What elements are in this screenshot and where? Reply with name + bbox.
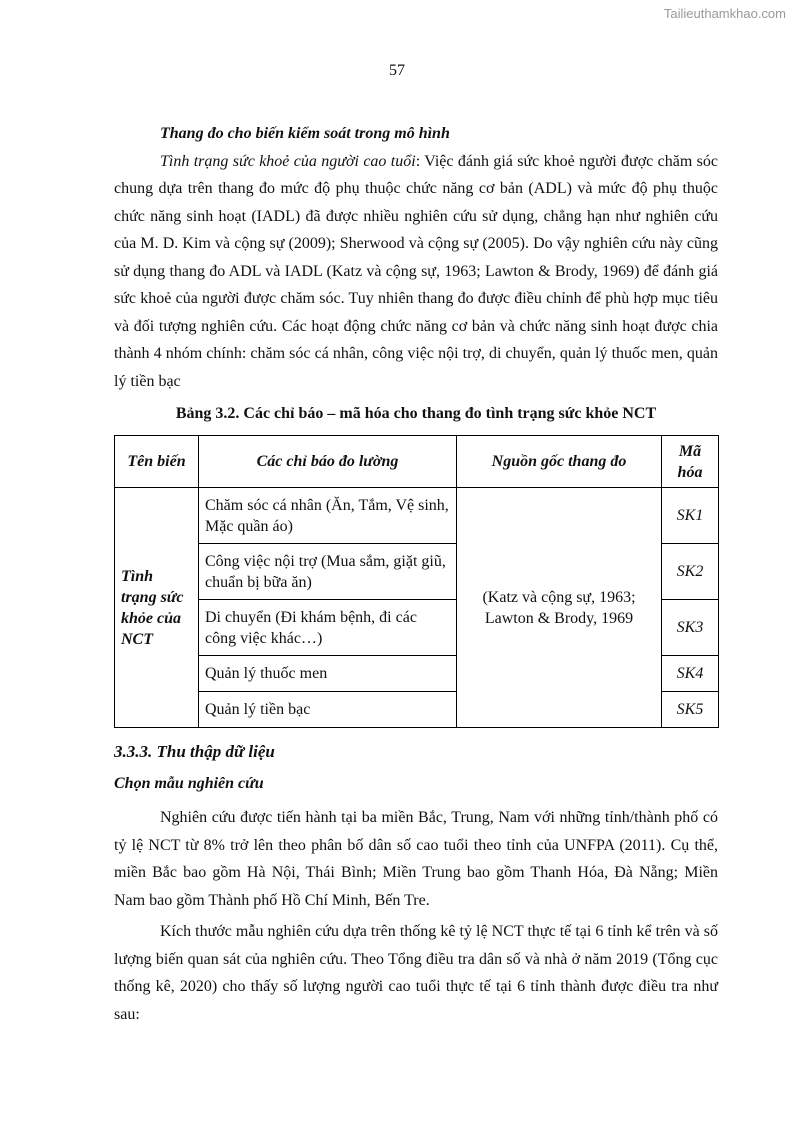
subheading: Chọn mẫu nghiên cứu xyxy=(114,775,264,792)
table-header-row xyxy=(115,436,719,488)
document-body xyxy=(114,120,718,1028)
indicator-table xyxy=(114,435,719,728)
code-cell: SK3 xyxy=(662,600,719,656)
variable-cell: Tình trạng sức khỏe của NCT xyxy=(115,488,199,728)
indicator-cell: Di chuyển (Đi khám bệnh, đi các công việc khác…) xyxy=(199,600,457,656)
header-variable-name: Tên biến xyxy=(115,436,199,488)
paragraph-health-status xyxy=(114,148,718,396)
header-indicators: Các chỉ báo đo lường xyxy=(199,436,457,488)
indicator-cell: Quản lý thuốc men xyxy=(199,656,457,692)
paragraph-body: : Việc đánh giá sức khoẻ người được chăm sóc chung dựa trên thang đo mức độ phụ thuộc chức năng cơ bản (ADL) và mức độ phụ thuộc chức năng sinh hoạt (IADL) đã được nhiều nghiên cứu sử dụng, chẳng hạn như nghiên cứu của M. D. Kim và cộng sự (2009); Sherwood và cộng sự (2005). Do vậy nghiên cứu này cũng sử dụng thang đo ADL và IADL (Katz và cộng sự, 1963; Lawton & Brody, 1969) để đánh giá sức khoẻ của người được chăm sóc. Tuy nhiên thang đo được điều chỉnh để phù hợp mục tiêu và đối tượng nghiên cứu. Các hoạt động chức năng cơ bản và chức năng sinh hoạt được chia thành 4 nhóm chính: chăm sóc cá nhân, công việc nội trợ, di chuyển, quản lý thuốc men, quản lý tiền bạc xyxy=(114,152,719,390)
indicator-cell: Quản lý tiền bạc xyxy=(199,692,457,728)
page-number: 57 xyxy=(389,62,405,79)
header-code: Mã hóa xyxy=(662,436,719,488)
watermark: Tailieuthamkhao.com xyxy=(663,6,786,21)
control-variable-heading: Thang đo cho biến kiểm soát trong mô hình xyxy=(160,125,450,142)
paragraph-study-regions: Nghiên cứu được tiến hành tại ba miền Bắc, Trung, Nam với những tỉnh/thành phố có tỷ lệ NCT từ 8% trở lên theo phân bố dân số cao tuổi theo tỉnh của UNFPA (2011). Cụ thể, miền Bắc bao gồm Hà Nội, Thái Bình; Miền Trung bao gồm Thanh Hóa, Đà Nẵng; Miền Nam bao gồm Thành phố Hồ Chí Minh, Bến Tre. xyxy=(114,809,718,909)
code-cell: SK4 xyxy=(662,656,719,692)
code-cell: SK2 xyxy=(662,544,719,600)
paragraph-sample-size: Kích thước mẫu nghiên cứu dựa trên thống kê tỷ lệ NCT thực tế tại 6 tỉnh kể trên và số lượng biến quan sát của nghiên cứu. Theo Tổng điều tra dân số và nhà ở năm 2019 (Tổng cục thống kê, 2020) cho thấy số lượng người cao tuổi thực tế tại 6 tỉnh thành được điều tra như sau: xyxy=(114,923,718,1023)
table-row xyxy=(115,488,719,544)
code-cell: SK1 xyxy=(662,488,719,544)
indicator-cell: Chăm sóc cá nhân (Ăn, Tắm, Vệ sinh, Mặc quần áo) xyxy=(199,488,457,544)
table-caption: Bảng 3.2. Các chỉ báo – mã hóa cho thang đo tình trạng sức khỏe NCT xyxy=(175,405,657,422)
section-title: 3.3.3. Thu thập dữ liệu xyxy=(114,742,275,761)
paragraph-lead-term: Tình trạng sức khoẻ của người cao tuổi xyxy=(160,152,416,170)
indicator-cell: Công việc nội trợ (Mua sắm, giặt giũ, chuẩn bị bữa ăn) xyxy=(199,544,457,600)
code-cell: SK5 xyxy=(662,692,719,728)
header-scale-source: Nguồn gốc thang đo xyxy=(457,436,662,488)
source-cell: (Katz và cộng sự, 1963; Lawton & Brody, 1969 xyxy=(457,488,662,728)
